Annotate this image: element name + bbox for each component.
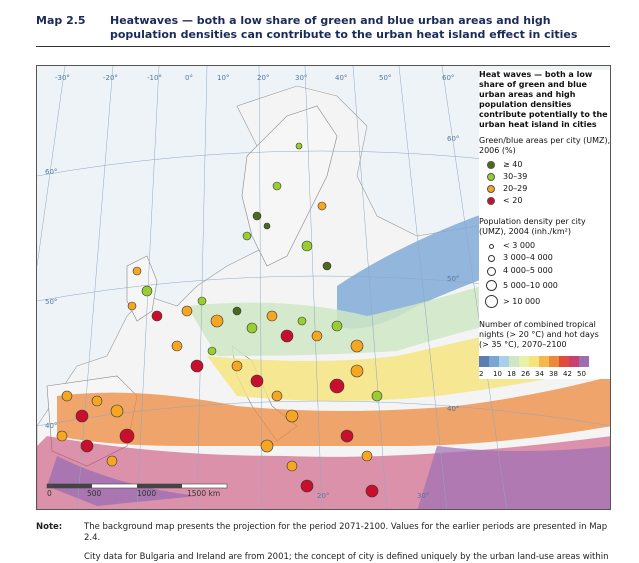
scale-swatch [519, 356, 529, 367]
green-class-label: 20–29 [503, 184, 528, 193]
header-rule [36, 46, 610, 47]
scale-swatch [479, 356, 489, 367]
scale-tick: 18 [507, 370, 516, 378]
map-frame [36, 65, 611, 510]
pop-class-label: 3 000–4 000 [503, 253, 553, 262]
scale-swatch [559, 356, 569, 367]
green-dot-icon [487, 197, 495, 205]
scale-swatch [499, 356, 509, 367]
map-title: Heatwaves — both a low share of green and blue urban areas and high population densities can contribute to the urban heat island effect in cities [110, 14, 578, 41]
lon-label: 30° [417, 492, 430, 500]
green-class-row [479, 159, 611, 171]
pop-circle-icon [487, 267, 496, 276]
green-class-label: ≥ 40 [503, 160, 523, 169]
green-class-row [479, 171, 611, 183]
lon-label: 10° [217, 74, 230, 82]
scale-label: 1000 [137, 489, 157, 498]
scale-swatch [539, 356, 549, 367]
lon-label: 0° [185, 74, 193, 82]
nights-scale-ticks [479, 369, 611, 379]
lon-label: -30° [55, 74, 70, 82]
pop-class-row [479, 293, 611, 310]
lat-label: 40° [45, 422, 58, 430]
lon-label: 20° [317, 492, 330, 500]
pop-class-row [479, 278, 611, 293]
pop-class-row [479, 252, 611, 264]
pop-circle-icon [485, 295, 498, 308]
map-label: Map 2.5 [36, 14, 86, 27]
scale-swatch [509, 356, 519, 367]
green-class-row [479, 183, 611, 195]
pop-class-row [479, 240, 611, 252]
lon-label: -10° [147, 74, 162, 82]
scale-label: 500 [87, 489, 102, 498]
lat-label: 60° [45, 168, 58, 176]
pop-class-label: > 10 000 [503, 296, 541, 306]
scale-tick: 10 [493, 370, 502, 378]
lon-label: 60° [442, 74, 455, 82]
scale-swatch [579, 356, 589, 367]
lon-label: 40° [335, 74, 348, 82]
scale-swatch [569, 356, 579, 367]
nights-section-title: Number of combined tropical nights (> 20 °C) and hot days (> 35 °C), 2070–2100 [479, 320, 599, 349]
scale-swatch [489, 356, 499, 367]
scale-label: 0 [47, 489, 52, 498]
note-text: The background map presents the projection for the period 2071-2100. Values for the earlier periods are presented in Map 2.4. [84, 522, 608, 543]
lon-label: -20° [103, 74, 118, 82]
nights-color-scale [479, 356, 611, 367]
lon-label: 30° [295, 74, 308, 82]
pop-section-title: Population density per city (UMZ), 2004 (inh./km²) [479, 217, 586, 236]
lat-label: 60° [447, 135, 460, 143]
scale-tick: 34 [535, 370, 544, 378]
scale-swatch [529, 356, 539, 367]
scale-tick: 26 [521, 370, 530, 378]
pop-class-label: 4 000–5 000 [503, 266, 553, 275]
lon-label: 20° [257, 74, 270, 82]
scale-tick: 2 [479, 370, 484, 378]
green-class-label: < 20 [503, 196, 523, 205]
green-dot-icon [487, 161, 495, 169]
scale-tick: 50 [577, 370, 586, 378]
pop-circle-icon [486, 280, 497, 291]
pop-class-label: < 3 000 [503, 241, 536, 250]
pop-circle-icon [488, 255, 495, 262]
green-class-row [479, 195, 611, 207]
pop-circle-icon [489, 244, 494, 249]
green-section-title: Green/blue areas per city (UMZ), 2006 (%) [479, 136, 611, 155]
pop-class-row [479, 264, 611, 278]
note-text: City data for Bulgaria and Ireland are from 2001; the concept of city is defined uniquely by the urban land-use areas within [84, 552, 609, 562]
pop-class-label: 5 000–10 000 [503, 280, 558, 290]
green-dot-icon [487, 173, 495, 181]
scale-swatch [549, 356, 559, 367]
lat-label: 50° [45, 298, 58, 306]
lat-label: 50° [447, 275, 460, 283]
lon-label: 50° [379, 74, 392, 82]
note-label: Note: [36, 522, 63, 532]
scale-label: 1500 km [187, 489, 221, 498]
legend-title: Heat waves — both a low share of green and blue urban areas and high population densities contribute potentially to the urban heat island in cities [479, 70, 608, 129]
green-class-label: 30–39 [503, 172, 528, 181]
green-dot-icon [487, 185, 495, 193]
lat-label: 40° [447, 405, 460, 413]
legend [479, 70, 611, 379]
scale-tick: 42 [563, 370, 572, 378]
scale-tick: 38 [549, 370, 558, 378]
